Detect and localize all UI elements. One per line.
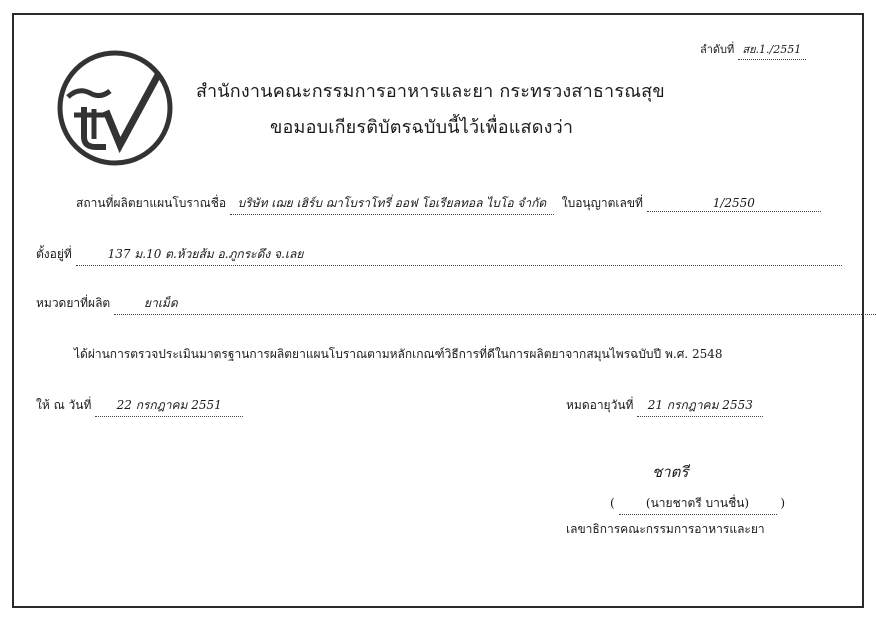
category-row [36, 294, 876, 315]
paren-open: ( [610, 496, 615, 510]
category-label: หมวดยาที่ผลิต [36, 296, 111, 310]
expiry-date-row [566, 396, 763, 417]
issuer-title: สำนักงานคณะกรรมการอาหารและยา กระทรวงสาธารณสุข [196, 81, 665, 102]
issue-date-value: 22 กรกฎาคม 2551 [95, 396, 243, 417]
expiry-date-label: หมดอายุวันที่ [566, 398, 634, 412]
address-value: 137 ม.10 ต.ห้วยส้ม อ.ภูกระดึง จ.เลย [76, 245, 842, 266]
issue-date-label: ให้ ณ วันที่ [36, 398, 92, 412]
place-label: สถานที่ผลิตยาแผนโบราณชื่อ [76, 196, 227, 210]
license-value: 1/2550 [647, 196, 821, 212]
assessment-statement: ได้ผ่านการตรวจประเมินมาตรฐานการผลิตยาแผนโบราณตามหลักเกณฑ์วิธีการที่ดีในการผลิตยาจากสมุนไพรฉบับปี พ.ศ. 2548 [74, 347, 723, 361]
license-label: ใบอนุญาตเลขที่ [561, 196, 643, 210]
order-number [700, 40, 806, 60]
category-value: ยาเม็ด [114, 294, 876, 315]
expiry-date-value: 21 กรกฎาคม 2553 [637, 396, 763, 417]
award-statement: ขอมอบเกียรติบัตรฉบับนี้ไว้เพื่อแสดงว่า [270, 117, 574, 138]
place-value: บริษัท เฌย เฮิร์บ ฌาโบราโทรี่ ออฟ โอเรียลทอล ไบโอ จำกัด [230, 194, 554, 215]
place-row [76, 194, 821, 215]
paren-close: ) [780, 496, 786, 510]
signer-name-row [610, 494, 785, 515]
order-label: ลำดับที่ [700, 43, 735, 56]
address-row [36, 245, 842, 266]
issue-date-row [36, 396, 243, 417]
fda-seal-logo [56, 49, 174, 167]
signer-title: เลขาธิการคณะกรรมการอาหารและยา [566, 522, 765, 536]
order-value: สย.1./2551 [738, 40, 806, 60]
address-label: ตั้งอยู่ที่ [36, 247, 72, 261]
signer-name: (นายชาตรี บานชื่น) [619, 494, 777, 515]
signature: ชาตรี [652, 463, 689, 481]
